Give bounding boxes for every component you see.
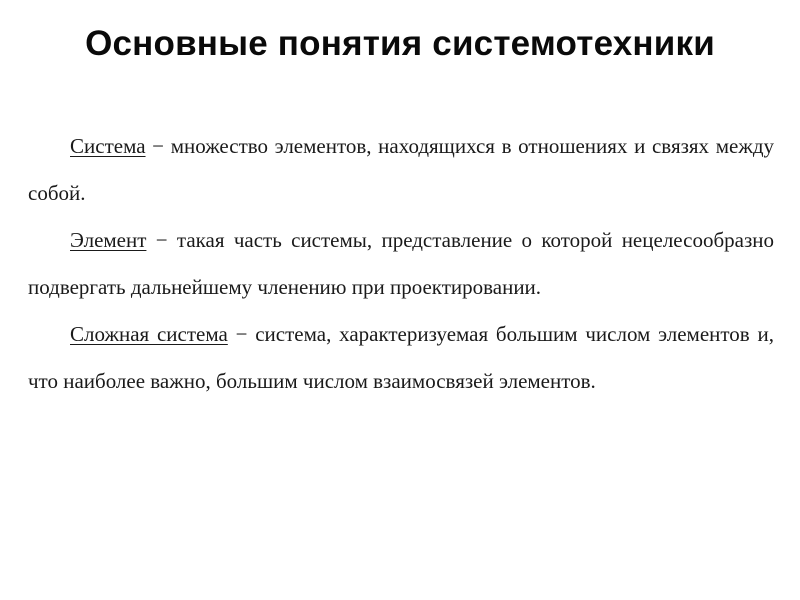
- definition-element: [28, 217, 774, 311]
- definitions-body: [28, 123, 774, 405]
- term-complex-system: Сложная система: [70, 322, 228, 346]
- separator: −: [227, 322, 256, 346]
- term-system: Система: [70, 134, 146, 158]
- definition-text: множество элементов, находящихся в отношениях и связях между собой.: [28, 134, 775, 205]
- term-element: Элемент: [70, 228, 147, 252]
- slide-title: Основные понятия системотехники: [85, 24, 715, 63]
- definition-complex-system: [28, 311, 774, 405]
- separator: −: [146, 228, 177, 252]
- definition-system: [28, 123, 774, 217]
- separator: −: [145, 134, 171, 158]
- definition-text: система, характеризуемая большим числом элементов и, что наиболее важно, большим числом взаимосвязей элементов.: [28, 322, 774, 393]
- definition-text: такая часть системы, представление о которой нецелесообразно подвергать дальнейшему членению при проектировании.: [28, 228, 774, 299]
